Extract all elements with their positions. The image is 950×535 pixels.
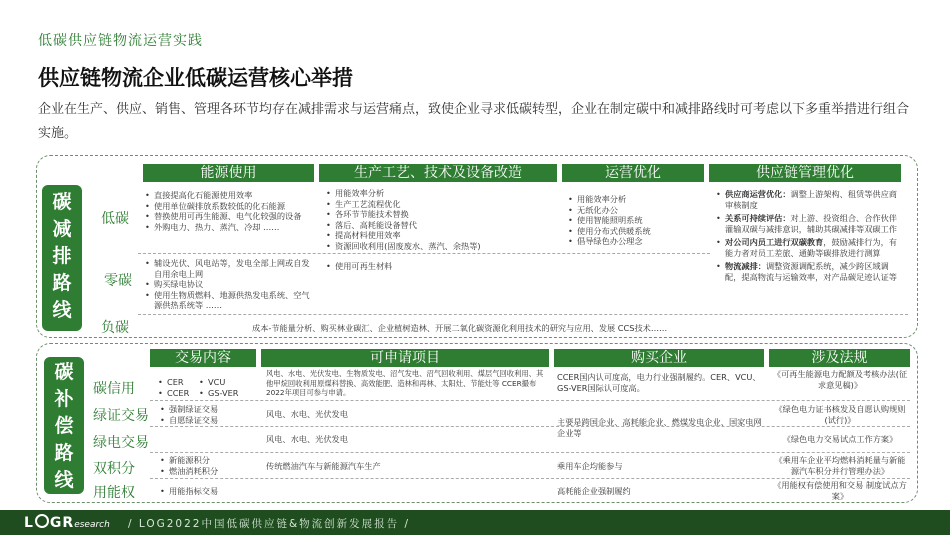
list-item: • 新能源积分 — [160, 455, 255, 466]
row-label-green-certificate: 绿证交易 — [93, 408, 149, 424]
list-item — [716, 261, 902, 282]
row-label-zero-carbon: 零碳 — [104, 273, 132, 289]
list-item: • 提高材料使用效率 — [326, 230, 556, 241]
list-item: • 使用可再生材料 — [326, 261, 556, 272]
green-certificate-projects: 风电、水电、光伏发电 — [266, 409, 348, 419]
tag-char: 线 — [54, 469, 74, 491]
list-item — [716, 189, 902, 210]
tag-char: 路 — [52, 272, 72, 294]
item-text: ，鼓励减排行为，有能力者对员工差旅、通勤等碳排放进行测算 — [725, 237, 897, 258]
logo-letter: L — [24, 515, 34, 531]
carbon-credit-projects: 风电、水电、光伏发电、生物质发电、沼气发电、沼气回收利用、煤层气回收利用、其他甲烷回收利用原煤科替换、高效能肥、造林和再林、太阳灶、节能灶等 CCER撮布2022年项目可参与申请。 — [266, 369, 544, 397]
list-item: • 各环节节能技术替换 — [326, 209, 556, 220]
column-header-trade-content: 交易内容 — [150, 349, 256, 367]
process-zero-carbon-list — [326, 261, 556, 272]
energy-right-regulation: 《用能权有偿使用和交易 制度试点方案》 — [773, 480, 907, 501]
row-divider — [150, 478, 910, 479]
energy-right-buyers: 高耗能企业强制履约 — [557, 486, 631, 496]
carbon-credit-buyers: CCER国内认可度高，电力行业强制履约。CER、VCU、GS-VER国际认可度高。 — [557, 372, 761, 393]
list-item: • 自愿绿证交易 — [160, 415, 255, 426]
column-header-energy: 能源使用 — [143, 164, 314, 182]
list-item: • 使用单位碳排放系数较低的化石能源 — [145, 201, 310, 212]
list-item: • 强制绿证交易 — [160, 404, 255, 415]
logo — [24, 514, 110, 531]
row-divider — [150, 400, 910, 401]
dual-credit-buyers: 乘用车企均能参与 — [557, 461, 623, 471]
logo-letter: G — [49, 515, 63, 531]
list-item: • 使用智能照明系统 — [568, 215, 703, 226]
item-text: 对上游、投资组合、合作伙伴灌输双碳与减排意识，辅助其碳减排等双碳工作 — [725, 213, 897, 234]
carbon-credit-regulation: 《可再生能源电力配额及考核办法(征求意见稿)》 — [772, 369, 908, 390]
carbon-credit-types-a — [158, 377, 203, 398]
energy-right-types — [160, 486, 255, 497]
process-low-carbon-list — [326, 188, 556, 251]
dual-credit-types — [160, 455, 255, 476]
energy-low-carbon-list — [145, 190, 310, 232]
green-certificate-types — [160, 404, 255, 425]
row-label-negative-carbon: 负碳 — [101, 320, 129, 336]
item-keyword: 物流减排： — [725, 261, 766, 271]
list-item: • 使用分布式供暖系统 — [568, 226, 703, 237]
column-header-buyers: 购买企业 — [554, 349, 764, 367]
list-item: • 替换使用可再生能源、电气化较强的设备 — [145, 211, 310, 222]
tag-char: 线 — [52, 299, 72, 321]
row-label-dual-credit: 双积分 — [93, 461, 135, 477]
row-divider — [150, 452, 910, 453]
green-certificate-regulation: 《绿色电力证书核发及自愿认购规则(试行)》 — [774, 404, 906, 425]
list-item — [716, 237, 902, 258]
list-item: • 使用生物质燃料、地源供热发电系统、空气源供热系统等 …… — [145, 290, 313, 311]
list-item — [716, 213, 902, 234]
list-item: • 直接提高化石能源使用效率 — [145, 190, 310, 201]
green-power-projects: 风电、水电、光伏发电 — [266, 434, 348, 444]
negative-carbon-measures: 成本-节能量分析、购买林业碳汇、企业植树造林、开展二氧化碳资源化利用技术的研究与应用、发展 CCS技术…… — [252, 323, 668, 333]
list-item: • 资源回收利用(固废废水、蒸汽、余热等) — [326, 241, 556, 252]
row-divider — [138, 253, 710, 254]
item-keyword: 关系可持续评估： — [725, 213, 791, 223]
list-item: • 落后、高耗能设备替代 — [326, 220, 556, 231]
list-item: • 购买绿电协议 — [145, 279, 313, 290]
tag-char: 碳 — [54, 361, 74, 383]
tag-char: 补 — [54, 388, 74, 410]
tag-char: 排 — [52, 245, 72, 267]
item-text: 调整上游架构、租赁等供应商审核制度 — [725, 189, 897, 210]
green-certificate-buyers: 主要是跨国企业、高耗能企业、燃煤发电企业、国家电网企业等 — [557, 417, 762, 438]
row-label-green-power: 绿电交易 — [93, 435, 149, 451]
list-item: • GS-VER — [199, 388, 254, 399]
list-item: • 无纸化办公 — [568, 205, 703, 216]
logo-letter: R — [62, 515, 75, 531]
list-item: • VCU — [199, 377, 254, 388]
column-header-regulations: 涉及法规 — [769, 349, 910, 367]
dual-credit-projects: 传统燃油汽车与新能源汽车生产 — [266, 461, 381, 471]
column-header-process: 生产工艺、技术及设备改造 — [319, 164, 557, 182]
list-item: • 用能效率分析 — [568, 194, 703, 205]
item-keyword: 对公司内员工进行双碳教育 — [725, 237, 824, 247]
section-kicker: 低碳供应链物流运营实践 — [38, 33, 203, 49]
logo-circle-icon — [35, 514, 49, 528]
supply-chain-list — [716, 189, 902, 282]
list-item: • 倡导绿色办公理念 — [568, 236, 703, 247]
tag-char: 路 — [54, 442, 74, 464]
row-divider — [150, 426, 910, 427]
tag-char: 碳 — [52, 191, 72, 213]
tag-char: 偿 — [54, 415, 74, 437]
dual-credit-regulation: 《乘用车企业平均燃料消耗量与新能源汽车积分并行管理办法》 — [774, 455, 906, 476]
row-label-energy-right: 用能权 — [93, 485, 135, 501]
list-item: • 燃油消耗积分 — [160, 466, 255, 477]
item-text: 调整资源调配系统，减少跨区域调配，提高物流与运输效率，对产品碳足迹认证等 — [725, 261, 897, 282]
item-keyword: 供应商运营优化： — [725, 189, 791, 199]
list-item: • CCER — [158, 388, 203, 399]
footer-bar — [0, 510, 950, 535]
list-item: • 用能效率分析 — [326, 188, 556, 199]
column-header-operations: 运营优化 — [562, 164, 704, 182]
tag-char: 减 — [52, 218, 72, 240]
list-item: • 生产工艺流程优化 — [326, 199, 556, 210]
footer-report-title: / LOG2022中国低碳供应链&物流创新发展报告 / — [128, 518, 411, 530]
page-title: 供应链物流企业低碳运营核心举措 — [38, 66, 353, 90]
operations-low-carbon-list — [568, 194, 703, 247]
intro-paragraph: 企业在生产、供应、销售、管理各环节均存在减排需求与运营痛点，致使企业寻求低碳转型，企业在制定碳中和减排路线时可考虑以下多重举措进行组合实施。 — [38, 102, 910, 141]
carbon-credit-types-b — [199, 377, 254, 398]
row-label-carbon-credit: 碳信用 — [93, 381, 135, 397]
column-header-projects: 可申请项目 — [261, 349, 549, 367]
green-power-regulation: 《绿色电力交易试点工作方案》 — [782, 434, 898, 444]
logo-subtext: esearch — [74, 520, 110, 530]
offset-route-tag — [44, 357, 84, 494]
reduction-route-tag — [42, 185, 82, 331]
row-label-low-carbon: 低碳 — [101, 211, 129, 227]
energy-zero-carbon-list — [145, 258, 313, 311]
list-item: • 外购电力、热力、蒸汽、冷却 …… — [145, 222, 310, 233]
list-item: • CER — [158, 377, 203, 388]
column-header-supply-chain: 供应链管理优化 — [709, 164, 901, 182]
row-divider — [138, 314, 908, 315]
list-item: • 辅设光伏、风电站等，发电全部上网或自发自用余电上网 — [145, 258, 313, 279]
list-item: • 用能指标交易 — [160, 486, 255, 497]
